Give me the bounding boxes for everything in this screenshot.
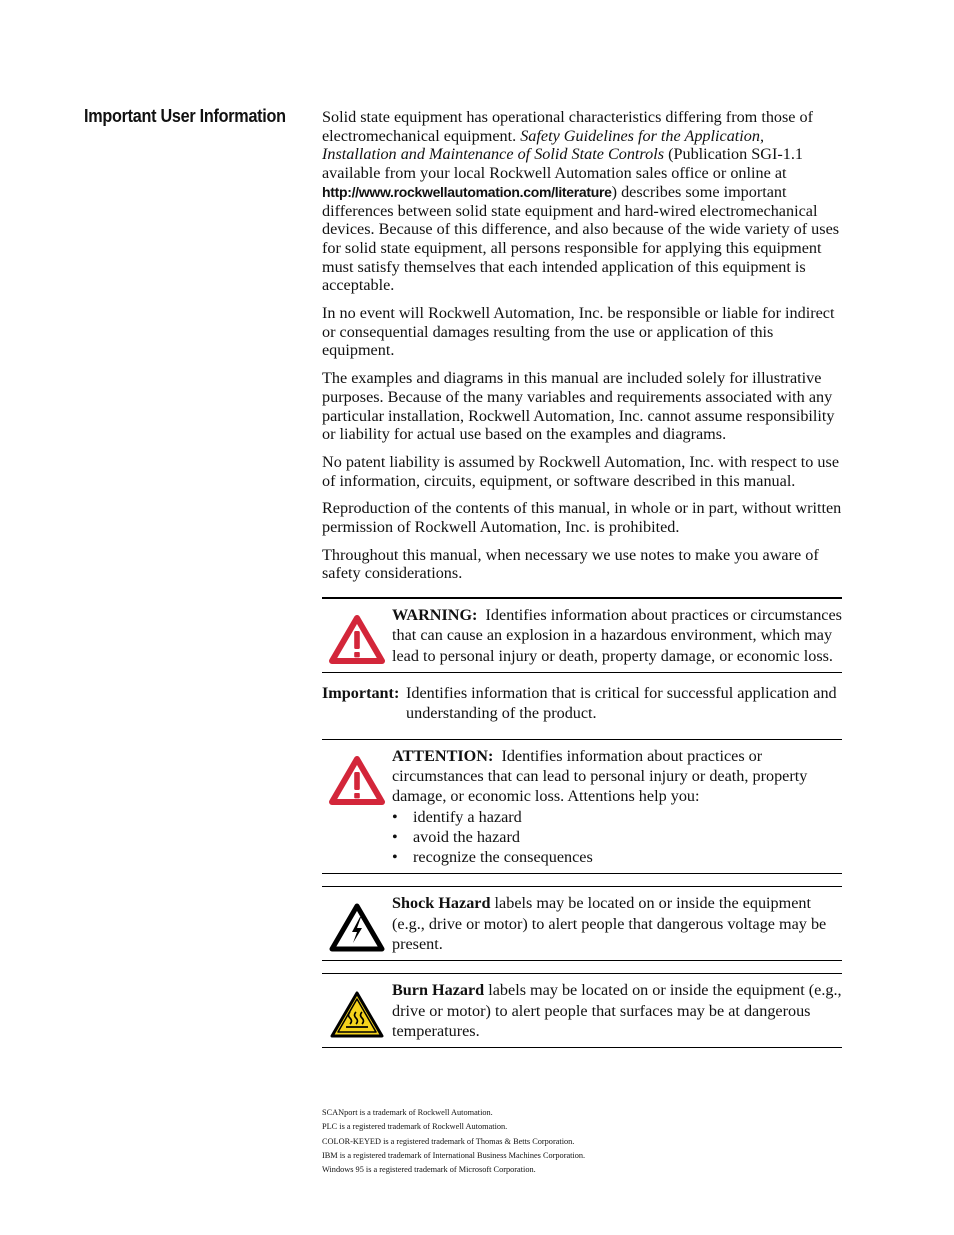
important-note	[322, 683, 842, 724]
important-description: Identifies information that is critical for successful application and understanding of the product.	[406, 684, 837, 723]
burn-hazard-text	[392, 980, 842, 1043]
trademark-line: Windows 95 is a registered trademark of Microsoft Corporation.	[322, 1165, 536, 1175]
attention-bullet: • avoid the hazard	[392, 827, 842, 847]
shock-hazard-description: labels may be located on or inside the equipment (e.g., drive or motor) to alert people that dangerous voltage may be present.	[392, 894, 827, 954]
intro-paragraph-1	[322, 108, 842, 295]
p1-text-b: (Publication SGI-1.1 available from your local Rockwell Automation sales office or online at	[322, 145, 803, 183]
p1-publication-title: Safety Guidelines for the Application, Installation and Maintenance of Solid State Controls	[322, 126, 765, 164]
section-title: Important User Information	[84, 106, 286, 126]
attention-bullet: • recognize the consequences	[392, 847, 842, 867]
main-content	[322, 108, 842, 1048]
literature-url-link[interactable]: http://www.rockwellautomation.com/literature	[322, 183, 612, 200]
trademark-line: IBM is a registered trademark of International Business Machines Corporation.	[322, 1150, 586, 1160]
burn-hazard-icon	[322, 980, 392, 1043]
warning-description: Identifies information about practices or circumstances that can cause an explosion in a hazardous environment, which may lead to personal injury or death, property damage, or economic loss.	[392, 606, 842, 665]
attention-triangle-icon	[322, 746, 392, 870]
trademark-line: SCANport is a trademark of Rockwell Automation.	[322, 1108, 493, 1117]
intro-paragraph-5: Reproduction of the contents of this manual, in whole or in part, without written permission of Rockwell Automation, Inc. is prohibited.	[322, 499, 842, 537]
important-label: Important:	[322, 684, 400, 703]
warning-box	[322, 597, 842, 673]
attention-bullet: • identify a hazard	[392, 807, 842, 827]
attention-bullet-list	[392, 807, 842, 868]
intro-paragraph-2: In no event will Rockwell Automation, Inc. be responsible or liable for indirect or consequential damages resulting from the use or application of this equipment.	[322, 304, 835, 360]
p1-text-c: ) describes some important differences between solid state equipment and hard-wired electromechanical devices. Because of this difference, and also because of the wide variety of uses for solid state equipment, all persons responsible for applying this equipment must satisfy themselves that each intended application of this equipment is acceptable.	[322, 182, 840, 295]
shock-hazard-text	[392, 893, 842, 956]
attention-label: ATTENTION:	[392, 746, 494, 765]
trademark-footer	[322, 1106, 585, 1177]
shock-hazard-icon	[322, 893, 392, 956]
attention-description: Identifies information about practices or circumstances that can lead to personal injury or death, property damage, or economic loss. Attentions help you:	[392, 746, 808, 806]
attention-box	[322, 739, 842, 875]
burn-hazard-description: labels may be located on or inside the equipment (e.g., drive or motor) to alert people that surfaces may be at dangerous temperatures.	[392, 981, 842, 1040]
shock-hazard-box	[322, 886, 842, 961]
burn-hazard-box	[322, 973, 842, 1048]
trademark-line: PLC is a registered trademark of Rockwell Automation.	[322, 1122, 508, 1132]
intro-paragraph-4: No patent liability is assumed by Rockwell Automation, Inc. with respect to use of information, circuits, equipment, or software described in this manual.	[322, 452, 840, 490]
burn-hazard-label: Burn Hazard	[392, 981, 485, 1000]
p1-text-a: Solid state equipment has operational characteristics differing from those of electromechanical equipment.	[322, 108, 814, 145]
intro-paragraph-6: Throughout this manual, when necessary we use notes to make you aware of safety considerations.	[322, 545, 819, 583]
warning-triangle-icon	[322, 605, 392, 668]
shock-hazard-label: Shock Hazard	[392, 894, 491, 913]
intro-paragraph-3: The examples and diagrams in this manual are included solely for illustrative purposes. Because of the many variables and requirements associated with any particular installation, Rockwell Automation, Inc. cannot assume responsibility or liability for actual use based on the examples and diagrams.	[322, 369, 835, 444]
attention-text	[392, 746, 842, 870]
trademark-line: COLOR-KEYED is a registered trademark of Thomas & Betts Corporation.	[322, 1136, 575, 1146]
warning-text	[392, 605, 842, 668]
warning-label: WARNING:	[392, 606, 478, 625]
